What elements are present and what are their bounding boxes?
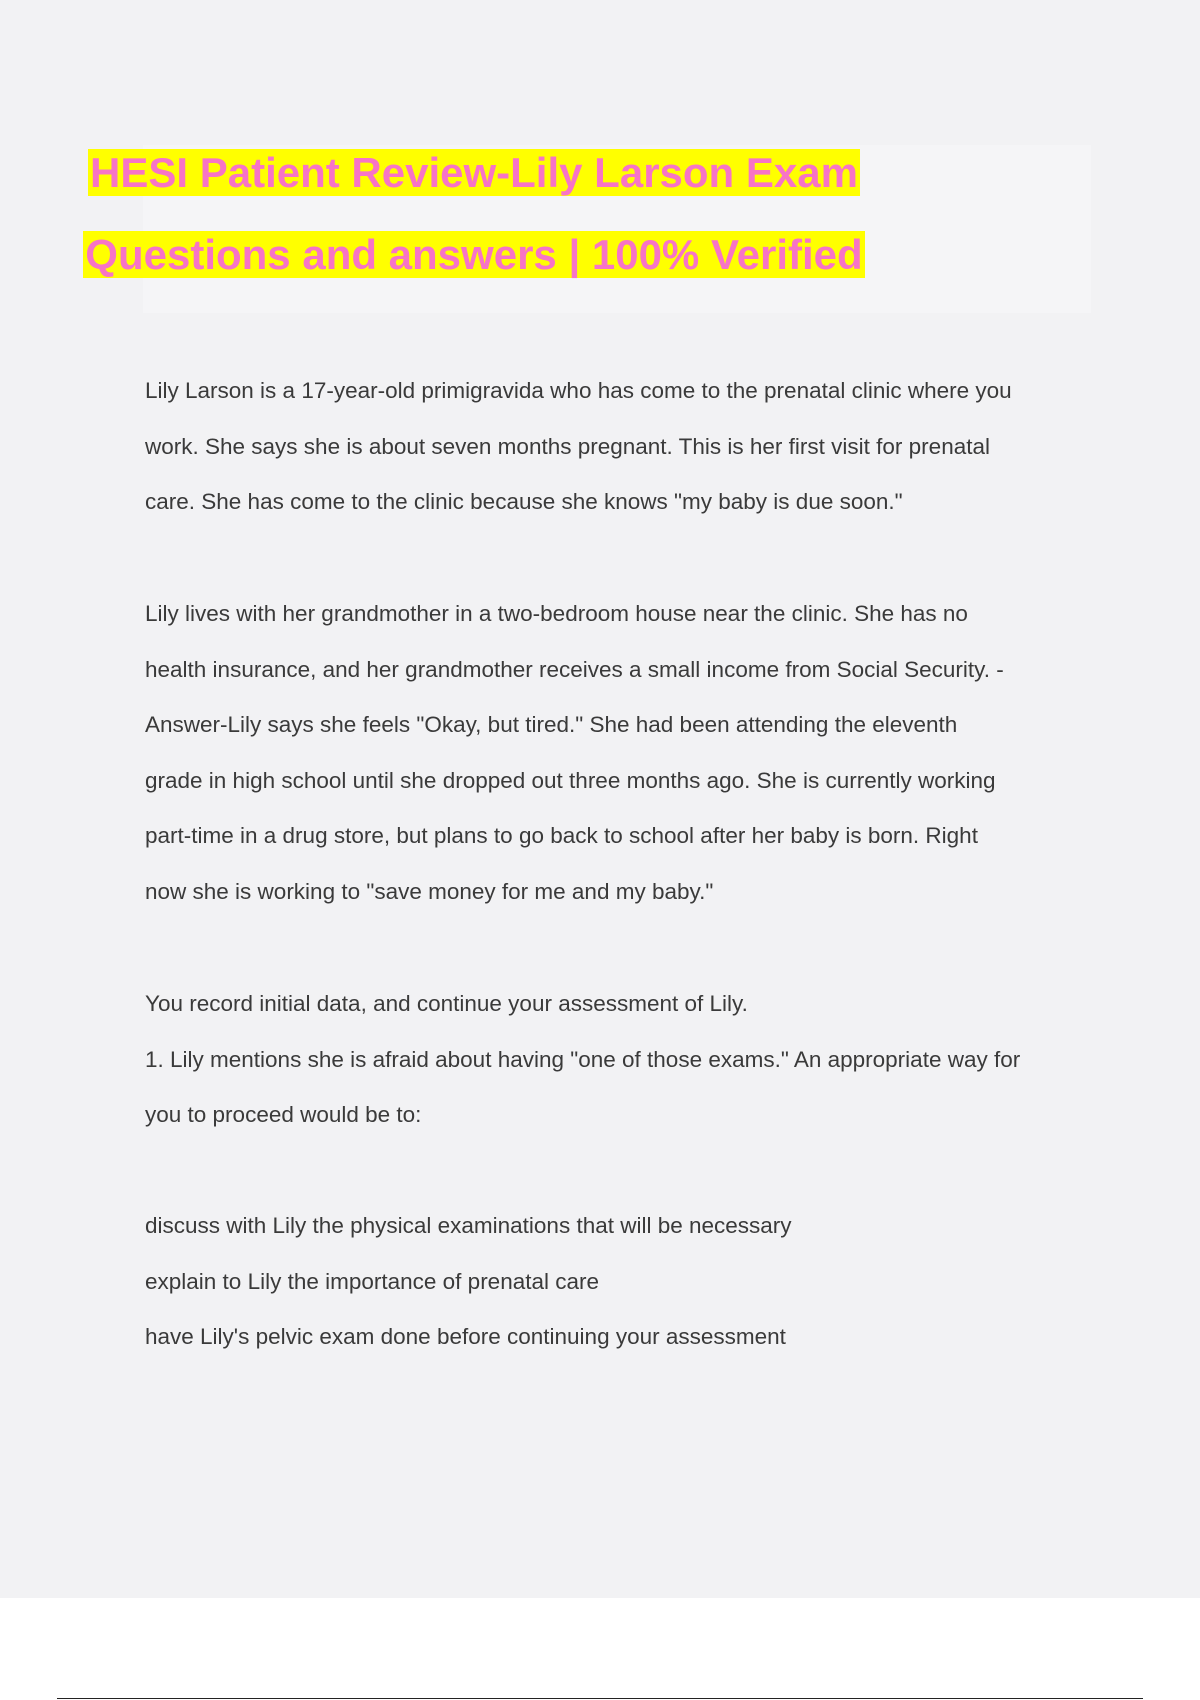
question-text: 1. Lily mentions she is afraid about having "one of those exams." An appropriate way for xyxy=(145,1046,1021,1072)
text-line: grade in high school until she dropped out three months ago. She is currently working xyxy=(145,767,996,793)
intro-paragraph xyxy=(145,363,1095,530)
text-line: Answer-Lily says she feels "Okay, but tired." She had been attending the eleventh xyxy=(145,712,958,738)
answer-option: discuss with Lily the physical examinations that will be necessary xyxy=(145,1213,792,1238)
question-paragraph xyxy=(145,976,1095,1143)
page-title-line-1 xyxy=(0,145,948,201)
text-line: Lily lives with her grandmother in a two-bedroom house near the clinic. She has no xyxy=(145,601,968,626)
page-title-line-2 xyxy=(0,227,948,283)
text-line: part-time in a drug store, but plans to go back to school after her baby is born. Right xyxy=(145,823,978,849)
question-text: you to proceed would be to: xyxy=(145,1102,422,1127)
background-paragraph xyxy=(145,586,1095,920)
footer-divider xyxy=(57,1698,1143,1699)
title-highlight-2: Questions and answers | 100% Verified xyxy=(85,231,863,278)
text-line: health insurance, and her grandmother receives a small income from Social Security. - xyxy=(145,656,1004,682)
text-line: work. She says she is about seven months pregnant. This is her first visit for prenatal xyxy=(145,433,990,459)
answer-option: have Lily's pelvic exam done before continuing your assessment xyxy=(145,1324,786,1349)
text-line: You record initial data, and continue your assessment of Lily. xyxy=(145,991,748,1016)
title-highlight-1: HESI Patient Review-Lily Larson Exam xyxy=(90,149,858,196)
text-line: Lily Larson is a 17-year-old primigravida who has come to the prenatal clinic where you xyxy=(145,378,1012,403)
answer-option: explain to Lily the importance of prenatal care xyxy=(145,1269,600,1294)
text-line: now she is working to "save money for me and my baby." xyxy=(145,878,714,904)
text-line: care. She has come to the clinic because she knows "my baby is due soon." xyxy=(145,489,903,514)
